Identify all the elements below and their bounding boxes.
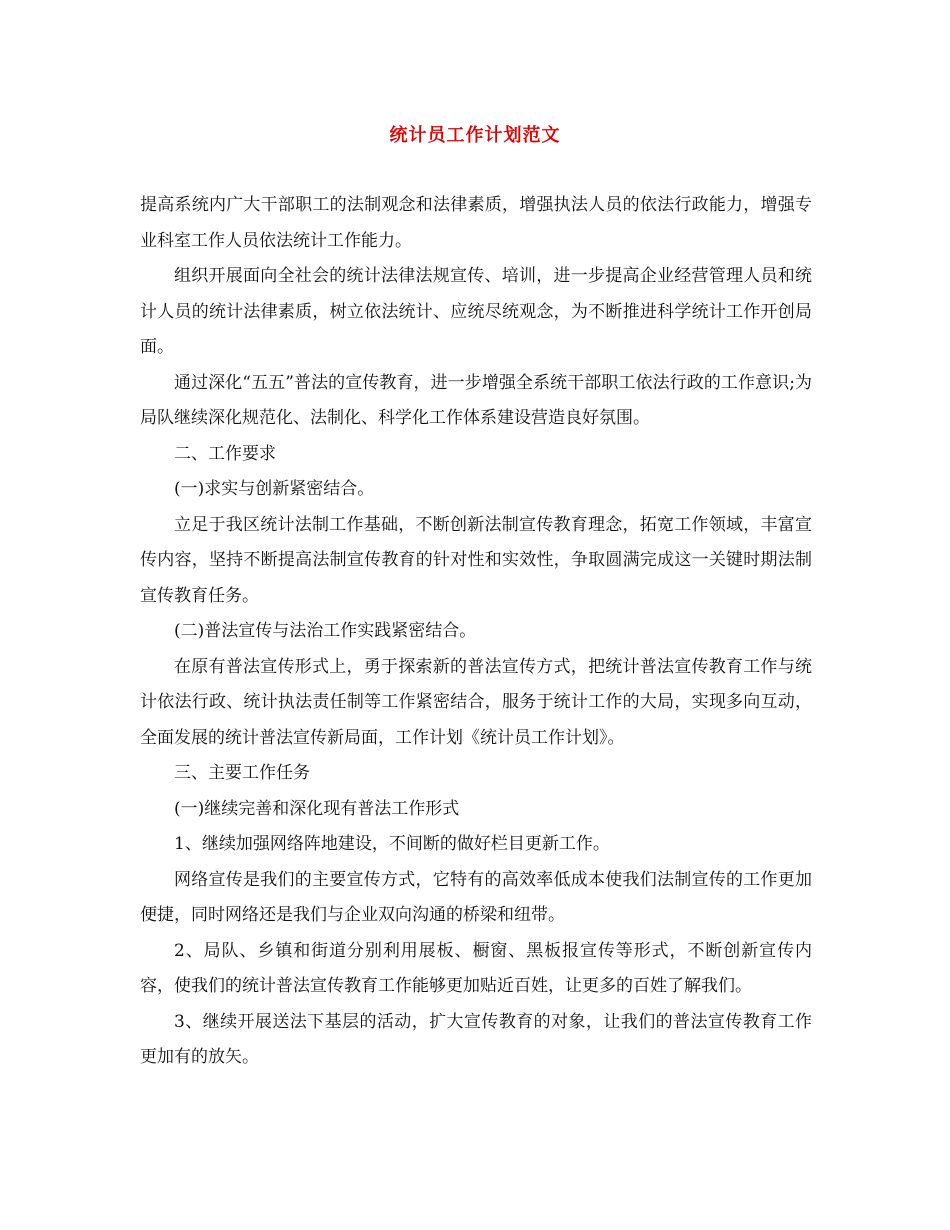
paragraph: 组织开展面向全社会的统计法律法规宣传、培训，进一步提高企业经营管理人员和统计人员的统计法律素质，树立依法统计、应统尽统观念，为不断推进科学统计工作开创局面。 — [140, 266, 812, 357]
paragraph: 通过深化“五五”普法的宣传教育，进一步增强全系统干部职工依法行政的工作意识;为局队继续深化规范化、法制化、科学化工作体系建设营造良好氛围。 — [140, 372, 812, 428]
list-item: 3、继续开展送法下基层的活动，扩大宣传教育的对象，让我们的普法宣传教育工作更加有的放矢。 — [140, 1011, 812, 1067]
document-body — [140, 188, 812, 1076]
subsection-heading: (二)普法宣传与法治工作实践紧密结合。 — [174, 621, 477, 641]
list-item: 1、继续加强网络阵地建设，不间断的做好栏目更新工作。 — [174, 834, 610, 854]
list-item: 2、局队、乡镇和街道分别利用展板、橱窗、黑板报宣传等形式，不断创新宣传内容，使我们的统计普法宣传教育工作能够更加贴近百姓，让更多的百姓了解我们。 — [140, 940, 812, 996]
paragraph: 在原有普法宣传形式上，勇于探索新的普法宣传方式，把统计普法宣传教育工作与统计依法行政、统计执法责任制等工作紧密结合，服务于统计工作的大局，实现多向互动，全面发展的统计普法宣传新局面，工作计划《统计员工作计划》。 — [140, 656, 812, 748]
subsection-heading: (一)求实与创新紧密结合。 — [174, 479, 375, 499]
paragraph: 立足于我区统计法制工作基础，不断创新法制宣传教育理念，拓宽工作领域，丰富宣传内容，坚持不断提高法制宣传教育的针对性和实效性，争取圆满完成这一关键时期法制宣传教育任务。 — [140, 514, 812, 606]
section-heading: 三、主要工作任务 — [174, 763, 310, 783]
paragraph: 网络宣传是我们的主要宣传方式，它特有的高效率低成本使我们法制宣传的工作更加便捷，同时网络还是我们与企业双向沟通的桥梁和纽带。 — [140, 869, 812, 925]
subsection-heading: (一)继续完善和深化现有普法工作形式 — [174, 798, 460, 819]
document-title: 统计员工作计划范文 — [389, 125, 561, 146]
paragraph: 提高系统内广大干部职工的法制观念和法律素质，增强执法人员的依法行政能力，增强专业科室工作人员依法统计工作能力。 — [140, 195, 812, 251]
section-heading: 二、工作要求 — [174, 443, 276, 464]
